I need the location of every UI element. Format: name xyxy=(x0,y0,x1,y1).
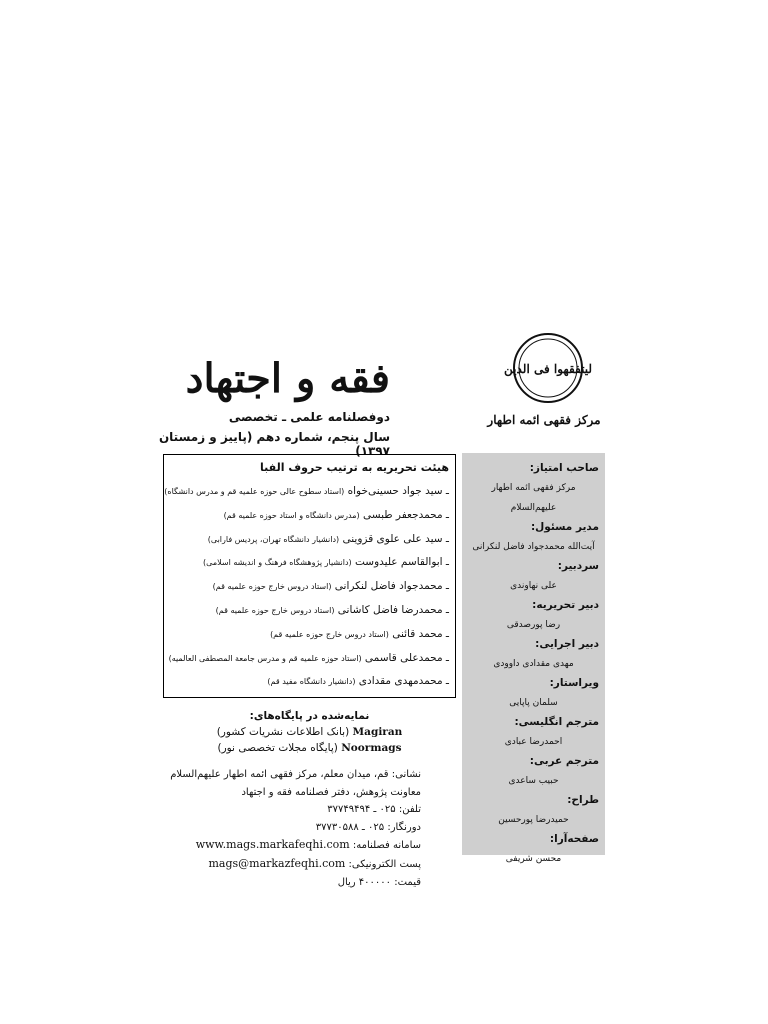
staff-value: مهدی مقدادی داوودی xyxy=(493,659,574,669)
address-value: قم، میدان معلم، مرکز فقهی ائمه اطهار علیهم‌السلام xyxy=(170,769,389,780)
staff-label: دبیر اجرایی: xyxy=(535,638,599,650)
journal-subtitle: دوفصلنامه علمی ـ تخصصی xyxy=(228,410,390,424)
staff-label: طراح: xyxy=(567,794,599,806)
indexing-info xyxy=(163,708,456,756)
fax-value: ۰۲۵ ـ ۳۷۷۳۰۵۸۸ xyxy=(315,821,385,833)
staff-label: مترجم انگلیسی: xyxy=(514,716,599,728)
email-label: پست الکترونیکی: xyxy=(348,858,421,870)
staff-value: حمیدرضا پورحسین xyxy=(498,815,569,825)
member-role: (دانشیار دانشگاه مفید قم) xyxy=(267,677,356,687)
member-role: (دانشیار پژوهشگاه فرهنگ و اندیشه اسلامی) xyxy=(203,558,352,568)
member-name: ـ محمدعلی قاسمی xyxy=(364,651,449,664)
email-link[interactable]: mags@markazfeqhi.com xyxy=(208,856,346,870)
staff-label: سردبیر: xyxy=(557,560,599,572)
member-role: (دانشیار دانشگاه تهران، پردیس فارابی) xyxy=(207,534,340,544)
staff-label: دبیر تحریریه: xyxy=(532,599,599,611)
member-name: ـ محمدمهدی مقدادی xyxy=(358,675,449,688)
indexing-db-name: Magiran xyxy=(352,726,403,738)
indexing-db-desc: (پایگاه مجلات تخصصی نور) xyxy=(217,742,338,754)
board-member xyxy=(170,504,449,528)
staff-value: مرکز فقهی ائمه اطهار علیهم‌السلام xyxy=(491,483,576,513)
staff-value: حبیب ساعدی xyxy=(508,776,559,786)
phone-value: ۰۲۵ ـ ۳۷۷۴۹۴۹۴ xyxy=(327,804,396,816)
editorial-board-title: هیئت تحریریه به ترتیب حروف الفبا xyxy=(260,461,449,474)
editorial-board xyxy=(163,454,456,698)
board-member xyxy=(170,551,449,575)
staff-value: رضا پورصدقی xyxy=(506,620,561,630)
fax-label: دورنگار: xyxy=(387,821,421,833)
member-role: (استاد دروس خارج حوزه علمیه قم) xyxy=(215,605,335,615)
staff-label: مترجم عربی: xyxy=(529,755,599,767)
staff-panel xyxy=(462,453,605,864)
member-name: ـ محمد قائنی xyxy=(392,627,449,640)
member-name: ـ سید علی علوی قزوینی xyxy=(342,532,449,545)
member-role: (استاد دروس خارج حوزه علمیه قم) xyxy=(212,582,332,592)
price-label: قیمت: xyxy=(394,876,421,888)
board-member xyxy=(170,623,449,647)
member-name: ـ محمدجعفر طبسی xyxy=(362,508,449,521)
board-member xyxy=(170,647,449,671)
member-role: (مدرس دانشگاه و استاد حوزه علمیه قم) xyxy=(223,510,360,520)
center-logo xyxy=(480,326,605,434)
phone-label: تلفن: xyxy=(398,804,421,816)
member-name: ـ ابوالقاسم علیدوست xyxy=(354,556,449,569)
staff-label: ویراستار: xyxy=(549,677,599,689)
member-name: ـ سید جواد حسینی‌خواه xyxy=(347,485,449,497)
website-label: سامانه فصلنامه: xyxy=(352,840,421,852)
board-member xyxy=(170,575,449,599)
address-label: نشانی: xyxy=(391,769,421,780)
board-member xyxy=(170,670,449,694)
website-link[interactable]: www.mags.markafeqhi.com xyxy=(195,838,350,852)
indexing-title: نمایه‌شده در پایگاه‌های: xyxy=(249,710,370,722)
board-member xyxy=(164,480,449,504)
staff-value: محسن شریفی xyxy=(505,854,562,864)
board-member xyxy=(170,599,449,623)
journal-title: فقه و اجتهاد xyxy=(185,355,390,402)
member-role: (استاد دروس خارج حوزه علمیه قم) xyxy=(270,629,389,639)
indexing-db-desc: (بانک اطلاعات نشریات کشور) xyxy=(216,726,350,738)
logo-caption: مرکز فقهی ائمه اطهار xyxy=(487,413,601,427)
price-value: ۴۰۰۰۰۰ ریال xyxy=(337,876,392,888)
member-name: ـ محمدرضا فاضل کاشانی xyxy=(337,603,449,616)
contact-info xyxy=(163,766,421,891)
member-role: (استاد حوزه علمیه قم و مدرس جامعة المصطفی العالمیه) xyxy=(168,653,362,663)
member-name: ـ محمدجواد فاضل لنکرانی xyxy=(334,580,449,593)
staff-label: صفحه‌آرا: xyxy=(549,833,599,845)
member-role: (استاد سطوح عالی حوزه علمیه قم و مدرس دانشگاه) xyxy=(164,487,345,496)
staff-value: سلمان پاپایی xyxy=(509,698,558,708)
indexing-db-name: Noormags xyxy=(341,742,402,754)
logo-emblem-text: لیتفقهوا فی الدین xyxy=(504,362,592,376)
staff-value: علی نهاوندی xyxy=(510,581,557,591)
board-member xyxy=(170,528,449,552)
address-line-2: معاونت پژوهش، دفتر فصلنامه فقه و اجتهاد xyxy=(241,786,421,798)
staff-value: آیت‌الله محمدجواد فاضل لنکرانی xyxy=(472,542,595,552)
staff-label: صاحب امتیاز: xyxy=(529,462,599,474)
staff-label: مدیر مسئول: xyxy=(530,521,599,533)
journal-issue: سال پنجم، شماره دهم (پاییز و زمستان ۱۳۹۷) xyxy=(158,430,390,458)
staff-value: احمدرضا عبادی xyxy=(504,737,563,747)
